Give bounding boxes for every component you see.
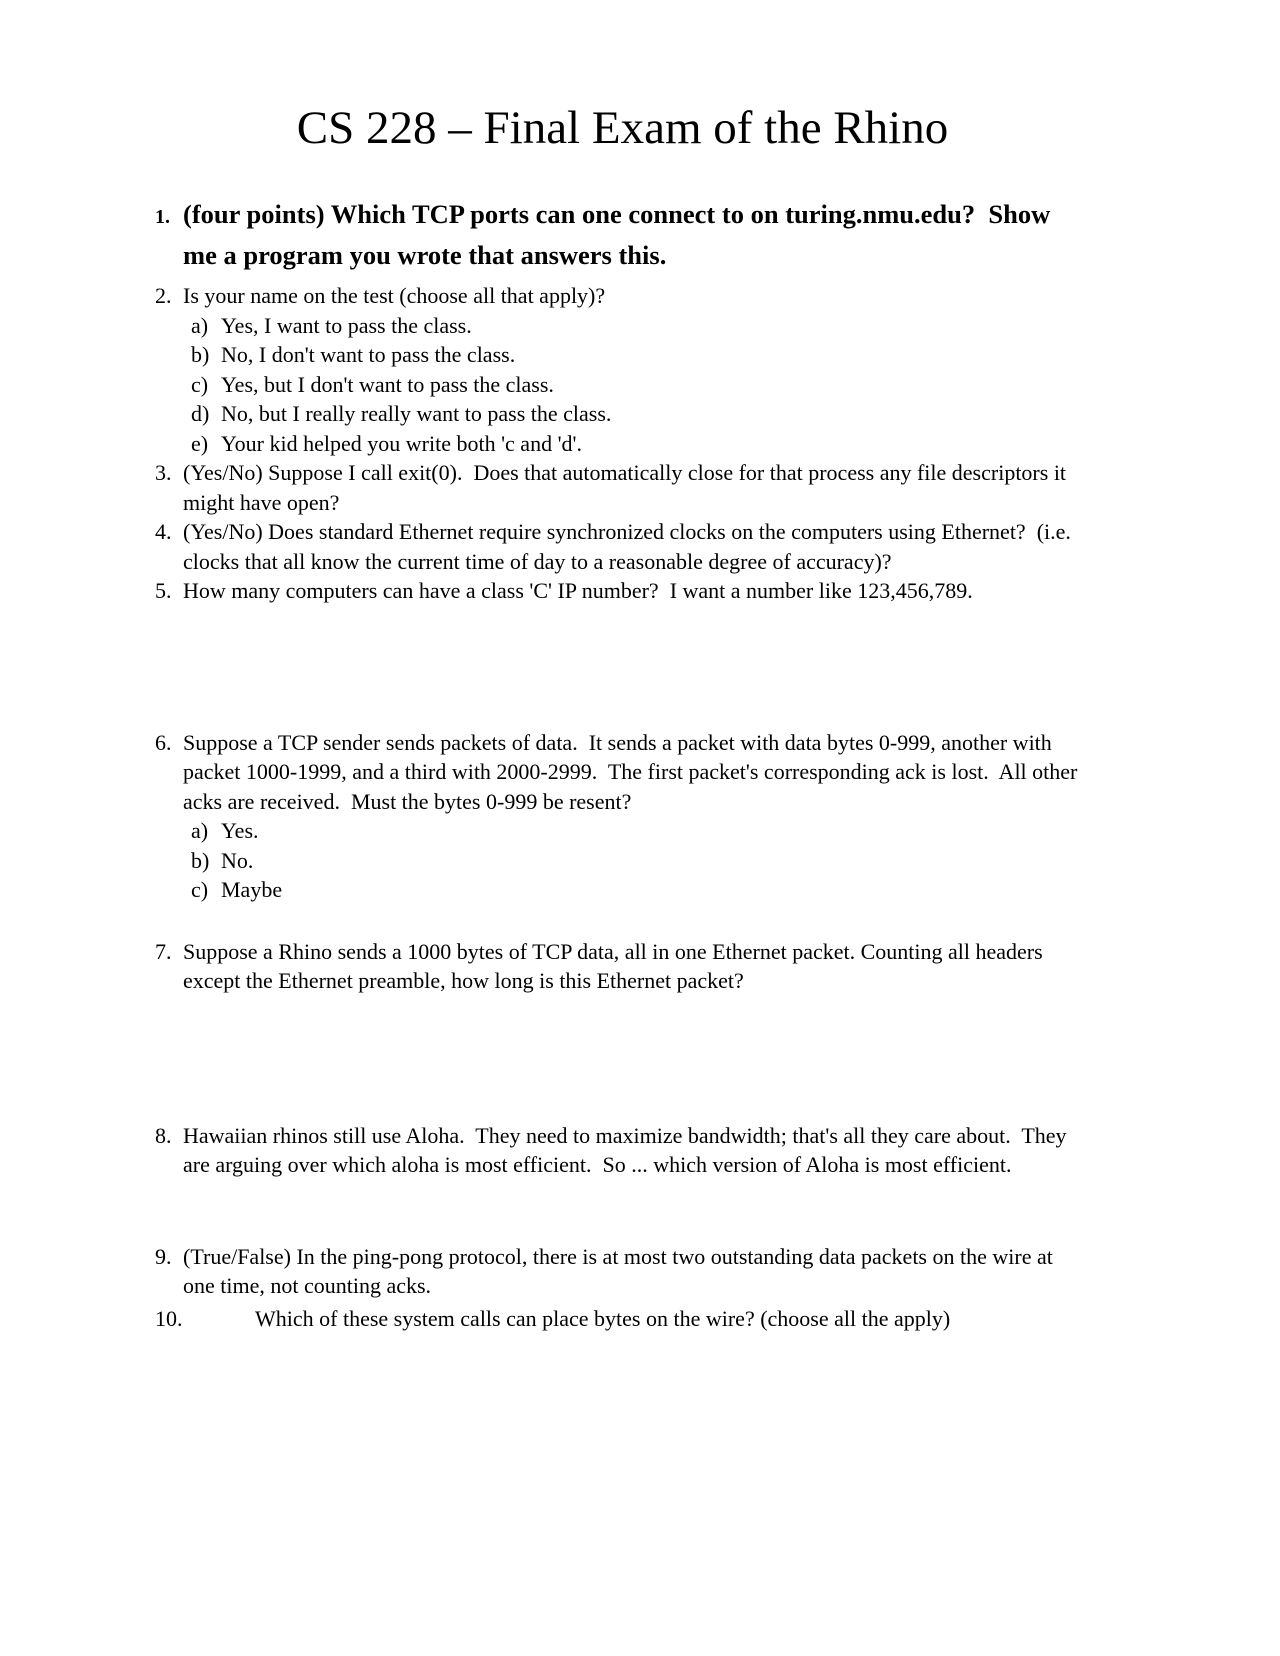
option-text: Maybe (221, 877, 283, 903)
option-item (191, 816, 1090, 846)
question-text: Which of these system calls can place bytes on the wire? (choose all the apply) (255, 1305, 951, 1331)
option-item (191, 846, 1090, 876)
question-number: 9. (155, 1243, 172, 1269)
option-letter: b) (191, 847, 210, 873)
question-item-8 (155, 1121, 1090, 1180)
option-item (191, 311, 1090, 341)
page-title: CS 228 – Final Exam of the Rhino (296, 102, 949, 154)
question-item-7 (155, 937, 1090, 996)
question-text: Suppose a Rhino sends a 1000 bytes of TCP data, all in one Ethernet packet. Counting all headers except the Ethernet preamble, how long is this Ethernet packet? (183, 938, 1049, 994)
option-letter: e) (191, 430, 209, 456)
option-text: Yes, but I don't want to pass the class. (221, 371, 554, 397)
question-text: Suppose a TCP sender sends packets of data. It sends a packet with data bytes 0-999, another with packet 1000-1999, and a third with 2000-2999. The first packet's corresponding ack is lost. All other acks are received. Must the bytes 0-999 be resent? (183, 729, 1083, 814)
question-number: 5. (155, 578, 172, 604)
option-letter: a) (191, 312, 209, 338)
question-item-9 (155, 1242, 1090, 1301)
question-number: 4. (155, 519, 172, 545)
option-item (191, 340, 1090, 370)
question-item-4 (155, 517, 1090, 576)
option-text: No, I don't want to pass the class. (221, 342, 516, 368)
question-item-6 (155, 728, 1090, 817)
option-item (191, 399, 1090, 429)
option-letter: b) (191, 342, 210, 368)
question-number: 8. (155, 1122, 172, 1148)
question-item-2 (155, 281, 1090, 311)
question-item-5 (155, 576, 1090, 606)
option-text: Yes, I want to pass the class. (221, 312, 472, 338)
question-item-10 (155, 1304, 1090, 1334)
option-item (191, 370, 1090, 400)
question-text: Is your name on the test (choose all that apply)? (183, 283, 606, 309)
question-number: 6. (155, 729, 172, 755)
option-letter: d) (191, 401, 210, 427)
option-item (191, 875, 1090, 905)
question-number: 3. (155, 460, 172, 486)
question-number: 2. (155, 283, 172, 309)
option-text: Yes. (221, 818, 259, 844)
question-number: 10. (155, 1305, 183, 1331)
option-text: No, but I really really want to pass the class. (221, 401, 612, 427)
question-item-3 (155, 458, 1090, 517)
question-text: (Yes/No) Suppose I call exit(0). Does that automatically close for that process any file descriptors it might have open? (183, 460, 1072, 515)
question-text: (True/False) In the ping-pong protocol, there is at most two outstanding data packets on the wire at one time, not counting acks. (183, 1243, 1059, 1299)
option-letter: c) (191, 877, 209, 903)
question-item-1 (155, 194, 1090, 275)
question-text: (Yes/No) Does standard Ethernet require synchronized clocks on the computers using Ethernet? (i.e. clocks that all know the current time of day to a reasonable degree of accuracy)? (183, 519, 1077, 574)
question-text: Hawaiian rhinos still use Aloha. They need to maximize bandwidth; that's all they care about. They are arguing over which aloha is most efficient. So ... which version of Aloha is most efficient. (183, 1122, 1073, 1178)
question-text: (four points) Which TCP ports can one connect to on turing.nmu.edu? Show me a program you wrote that answers this. (183, 199, 1057, 270)
option-item (191, 429, 1090, 459)
option-text: No. (221, 847, 254, 873)
option-letter: a) (191, 818, 209, 844)
option-text: Your kid helped you write both 'c and 'd'. (221, 430, 583, 456)
option-letter: c) (191, 371, 209, 397)
question-text: How many computers can have a class 'C' IP number? I want a number like 123,456,789. (183, 578, 973, 604)
question-number: 1. (155, 206, 170, 229)
question-number: 7. (155, 938, 172, 964)
question-2-options (155, 311, 1090, 459)
question-6-options (155, 816, 1090, 905)
